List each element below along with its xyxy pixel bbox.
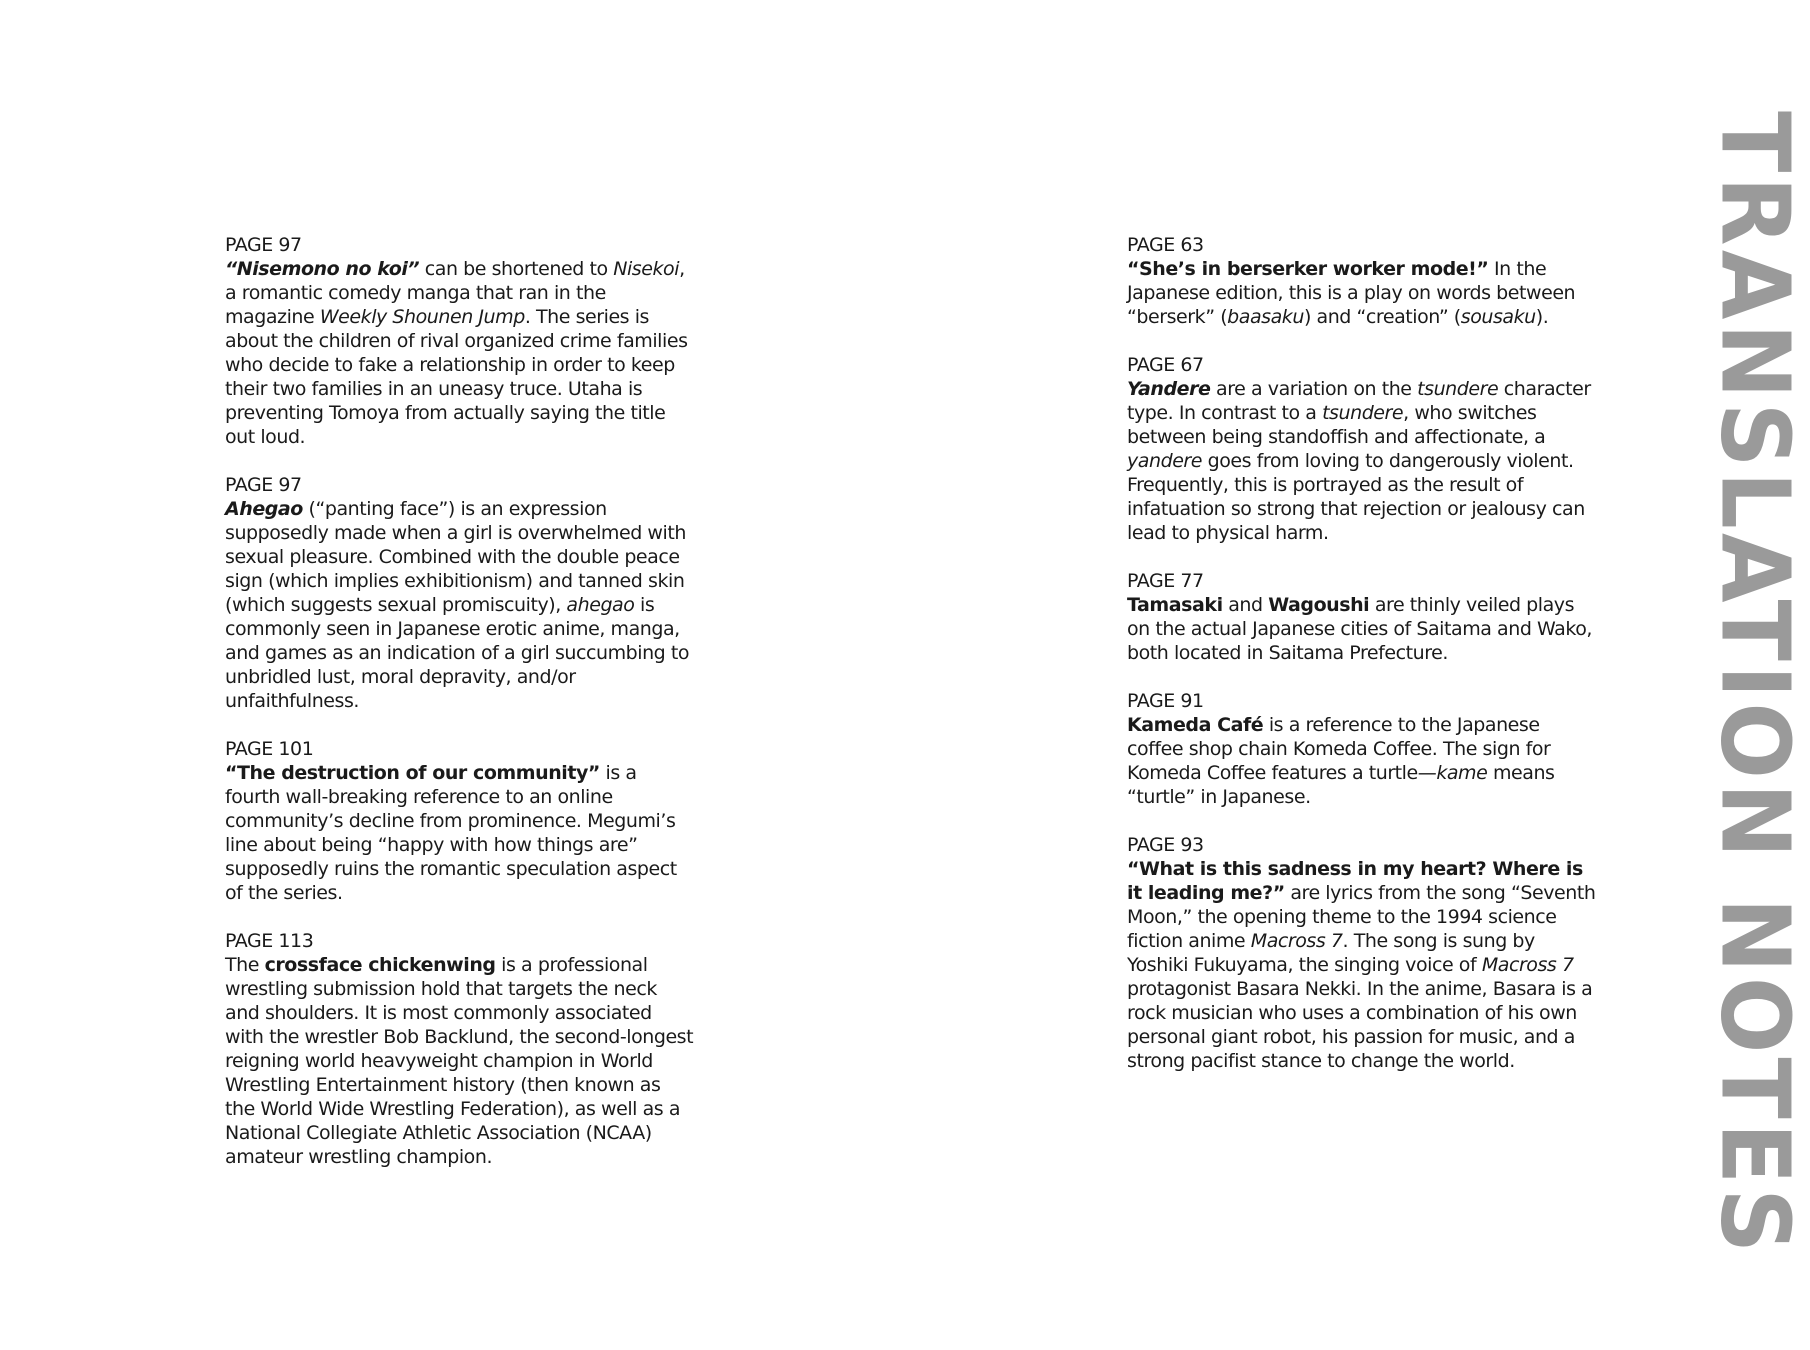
note-text: Tamasaki and Wagoushi are thinly veiled plays on the actual Japanese cities of Saitama and Wako, both located in Saitama Prefecture. [1127, 594, 1592, 664]
page-label: PAGE 93 [1127, 834, 1204, 856]
note-text: “The destruction of our community” is a fourth wall-breaking reference to an online community’s decline from prominence. Megumi’s line about being “happy with how things are” supposedly ruins the romantic speculation aspect of the series. [225, 762, 677, 904]
note [1127, 569, 1597, 665]
note [225, 233, 695, 449]
page-label: PAGE 97 [225, 474, 302, 496]
note-text: Kameda Café is a reference to the Japanese coffee shop chain Komeda Coffee. The sign for Komeda Coffee features a turtle—kame means “turtle” in Japanese. [1127, 714, 1555, 808]
note [225, 473, 695, 713]
page-label: PAGE 101 [225, 738, 314, 760]
page-label: PAGE 91 [1127, 690, 1204, 712]
note [1127, 689, 1597, 809]
note-text: Yandere are a variation on the tsundere character type. In contrast to a tsundere, who switches between being standoffish and affectionate, a yandere goes from loving to dangerously violent. Frequently, this is portrayed as the result of infatuation so strong that rejection or jealousy can lead to physical harm. [1127, 378, 1591, 544]
page-label: PAGE 97 [225, 234, 302, 256]
note-text: “She’s in berserker worker mode!” In the Japanese edition, this is a play on words between “berserk” (baasaku) and “creation” (sousaku). [1127, 258, 1576, 328]
note [1127, 353, 1597, 545]
page-label: PAGE 77 [1127, 570, 1204, 592]
page-label: PAGE 63 [1127, 234, 1204, 256]
note [1127, 233, 1597, 329]
notes-column-left [225, 233, 695, 1193]
page-label: PAGE 67 [1127, 354, 1204, 376]
page-label: PAGE 113 [225, 930, 314, 952]
note-text: “Nisemono no koi” can be shortened to Nisekoi, a romantic comedy manga that ran in the magazine Weekly Shounen Jump. The series is about the children of rival organized crime families who decide to fake a relationship in order to keep their two families in an uneasy truce. Utaha is preventing Tomoya from actually saying the title out loud. [225, 258, 688, 448]
note [225, 737, 695, 905]
translation-notes-title [1699, 18, 1810, 1350]
notes-column-right [1127, 233, 1597, 1097]
note [225, 929, 695, 1169]
note-text: The crossface chickenwing is a professional wrestling submission hold that targets the neck and shoulders. It is most commonly associated with the wrestler Bob Backlund, the second-longest reigning world heavyweight champion in World Wrestling Entertainment history (then known as the World Wide Wrestling Federation), as well as a National Collegiate Athletic Association (NCAA) amateur wrestling champion. [225, 954, 694, 1168]
note [1127, 833, 1597, 1073]
note-text: “What is this sadness in my heart? Where is it leading me?” are lyrics from the song “Seventh Moon,” the opening theme to the 1994 science fiction anime Macross 7. The song is sung by Yoshiki Fukuyama, the singing voice of Macross 7 protagonist Basara Nekki. In the anime, Basara is a rock musician who uses a combination of his own personal giant robot, his passion for music, and a strong pacifist stance to change the world. [1127, 858, 1596, 1072]
note-text: Ahegao (“panting face”) is an expression supposedly made when a girl is overwhelmed with sexual pleasure. Combined with the double peace sign (which implies exhibitionism) and tanned skin (which suggests sexual promiscuity), ahegao is commonly seen in Japanese erotic anime, manga, and games as an indication of a girl succumbing to unbridled lust, moral depravity, and/or unfaithfulness. [225, 498, 690, 712]
title-text: TRANSLATION NOTES [1699, 110, 1810, 1258]
